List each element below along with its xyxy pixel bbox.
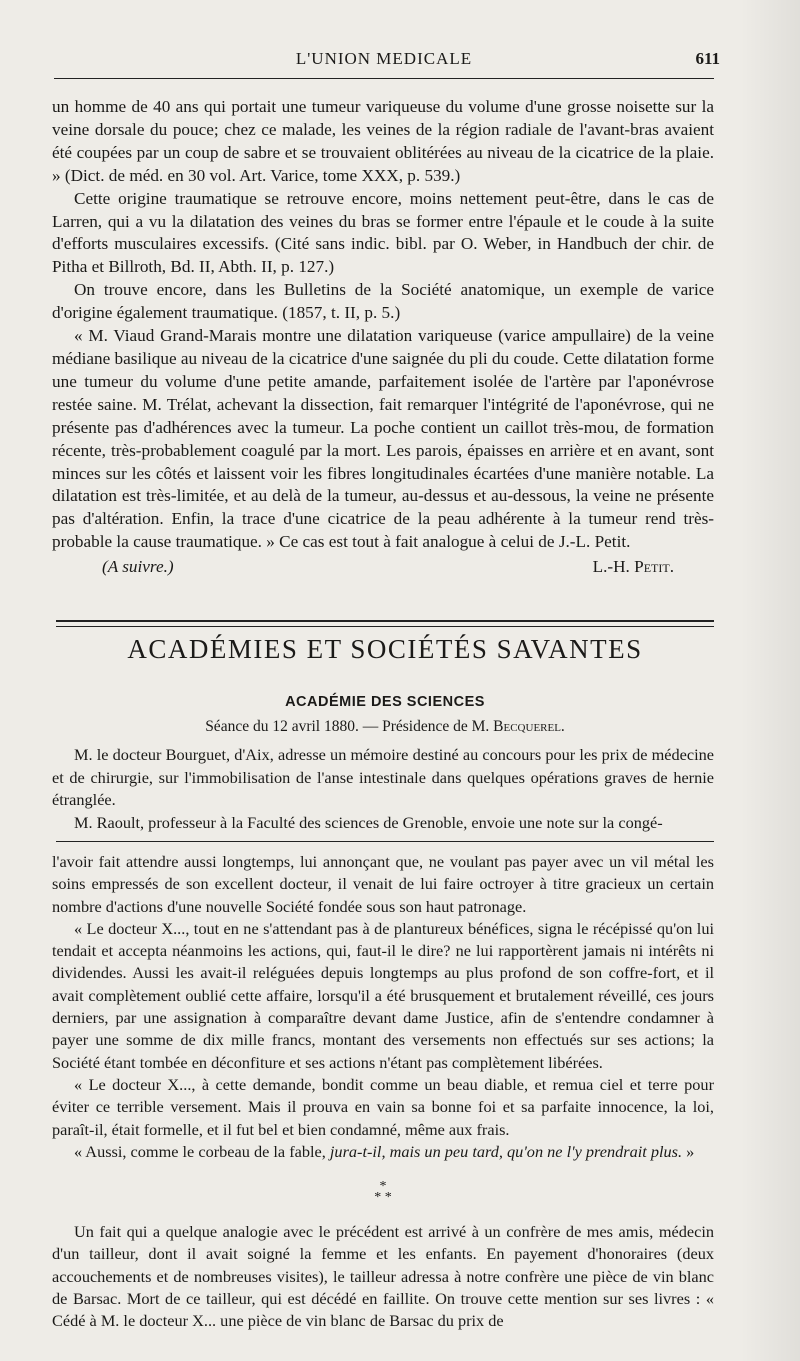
article-paragraph: Cette origine traumatique se retrouve encore, moins nettement peut-être, dans le cas de Larren, qui a vu la dilatation des veines du bras se former entre l'épaule et le coude à la suite d'efforts musculaires excessifs. (Cité sans indic. bibl. par O. Weber, in Handbuch der chir. de Pitha et Billroth, Bd. II, Abth. II, p. 127.) xyxy=(52,188,714,277)
academy-paragraph: M. le docteur Bourguet, d'Aix, adresse un mémoire destiné au concours pour les prix de médecine et de chirurgie, sur l'immobilisation de l'anse intestinale dans quelques opérations graves de hernie étranglée. xyxy=(52,745,714,809)
header-rule xyxy=(54,78,714,79)
section-title: ACADÉMIES ET SOCIÉTÉS SAVANTES xyxy=(127,634,643,664)
page-edge-shadow xyxy=(740,0,800,1361)
to-be-continued: (A suivre.) xyxy=(102,557,174,577)
article-body xyxy=(52,96,714,579)
article-author: L.-H. Petit. xyxy=(592,557,674,577)
feuilleton-paragraph: « Le docteur X..., à cette demande, bondit comme un beau diable, et remua ciel et terre pour éviter ce terrible versement. Mais il prouva en vain sa bonne foi et sa parfaite innocence, la loi, paraît-il, était formelle, et il fut bel et bien condamné, même aux frais. xyxy=(52,1074,714,1139)
feuilleton-rule xyxy=(56,841,714,842)
article-paragraph: « M. Viaud Grand-Marais montre une dilatation variqueuse (varice ampullaire) de la veine médiane basilique au niveau de la cicatrice d'une saignée du pli du coude. Cette dilatation forme une tumeur du volume d'une petite amande, parfaitement isolée de l'artère par l'aponévrose restée saine. M. Trélat, achevant la dissection, fait remarquer l'intégrité de l'aponévrose, qui ne présente pas d'adhérences avec la tumeur. La poche contient un caillot très-mou, de formation récente, très-probablement coagulé par la mort. Les parois, épaisses en arrière et en avant, sont minces sur les côtés et laissent voir les fibres longitudinales écartées d'une manière notable. La dilatation est très-limitée, et au delà de la tumeur, au-dessus et au-dessous, la veine ne présente pas d'altération. Enfin, la trace d'une cicatrice de la peau adhérente à la tumeur rend très-probable la cause traumatique. » Ce cas est tout à fait analogue à celui de J.-L. Petit. xyxy=(52,326,714,552)
section-stars xyxy=(52,1179,714,1206)
seance-date: Séance du 12 avril 1880. — Présidence de M. xyxy=(205,718,490,735)
quote-start: « Aussi, comme le corbeau de la fable, xyxy=(74,1141,326,1161)
seance-line xyxy=(56,718,714,736)
page-header xyxy=(54,47,720,75)
academy-subtitle: ACADÉMIE DES SCIENCES xyxy=(285,694,485,710)
academy-body xyxy=(52,744,714,834)
section-divider xyxy=(56,620,714,627)
quote-italic: jura-t-il, mais un peu tard, qu'on ne l'y prendrait plus. xyxy=(329,1141,683,1161)
article-paragraph: On trouve encore, dans les Bulletins de la Société anatomique, un exemple de varice d'origine également traumatique. (1857, t. II, p. 5.) xyxy=(52,280,714,323)
article-signature xyxy=(52,556,714,579)
star-bottom: * * xyxy=(374,1190,392,1206)
feuilleton-body xyxy=(52,851,714,1333)
feuilleton-paragraph: Un fait qui a quelque analogie avec le précédent est arrivé à un confrère de mes amis, médecin d'un tailleur, dont il avait soigné la femme et les enfants. En payement d'honoraires (deux accouchements et de nombreuses visites), le tailleur adressa à notre confrère une pièce de vin blanc de Barsac. Mort de ce tailleur, qui est décédé en faillite. On trouve cette mention sur ses livres : « Cédé à M. le docteur X... une pièce de vin blanc de Barsac du prix de xyxy=(52,1222,714,1331)
quote-end: » xyxy=(686,1141,695,1161)
star-top: * xyxy=(379,1179,387,1195)
academy-paragraph: M. Raoult, professeur à la Faculté des sciences de Grenoble, envoie une note sur la congé- xyxy=(74,812,663,832)
feuilleton-paragraph: l'avoir fait attendre aussi longtemps, lui annonçant que, ne voulant pas payer avec un vil métal les soins empressés de son excellent docteur, il venait de lui faire octroyer à titre gracieux un certain nombre d'actions d'une nouvelle Société fondée sous son haut patronage. xyxy=(52,852,714,916)
feuilleton-paragraph xyxy=(52,1141,714,1163)
page-number: 611 xyxy=(695,49,720,68)
running-title: L'UNION MEDICALE xyxy=(295,49,473,68)
seance-president: Becquerel. xyxy=(493,718,565,735)
article-paragraph: un homme de 40 ans qui portait une tumeur variqueuse du volume d'une grosse noisette sur la veine dorsale du pouce; chez ce malade, les veines de la région radiale de l'avant-bras avaient été coupées par un coup de sabre et se trouvaient oblitérées au niveau de la cicatrice de la plaie. » (Dict. de méd. en 30 vol. Art. Varice, tome XXX, p. 539.) xyxy=(52,97,714,185)
feuilleton-paragraph: « Le docteur X..., tout en ne s'attendant pas à de plantureux bénéfices, signa le récépissé qu'on lui tendait et accepta néanmoins les actions, qui, faut-il le dire? ne lui rapportèrent jamais ni intérêts ni dividendes. Aussi les avait-il reléguées depuis longtemps au plus profond de son coffre-fort, et il avait complètement oublié cette affaire, lorsqu'il a été brusquement et brutalement réveillé, ces jours derniers, par une assignation à comparaître devant dame Justice, afin de s'entendre condamner à payer une somme de dix mille francs, montant des versements non effectués sur ses actions; la Société étant tombée en déconfiture et ses actions n'étant pas complètement libérées. xyxy=(52,918,714,1072)
